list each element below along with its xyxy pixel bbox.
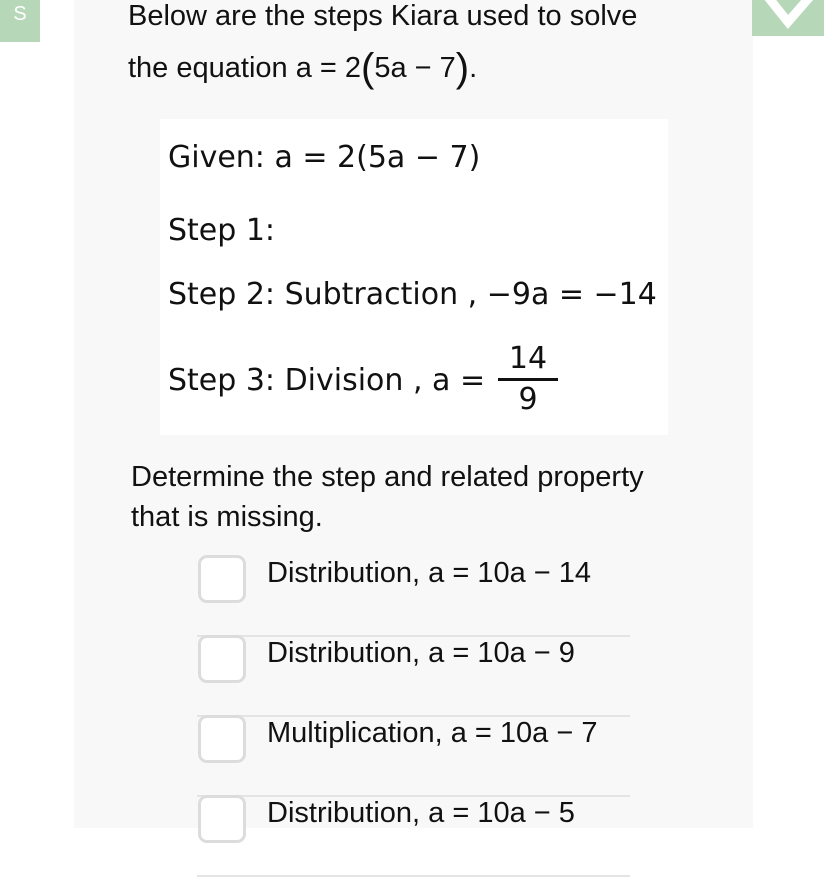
option-label: Multiplication, a = 10a − 7: [267, 717, 598, 749]
intro-line-1: Below are the steps Kiara used to solve: [128, 0, 638, 32]
step-3-fraction: [498, 342, 558, 417]
badge-letter: S: [13, 2, 27, 25]
option-checkbox[interactable]: [198, 715, 246, 763]
step-3: Step 3: Division , a =: [168, 363, 486, 398]
fraction-bar: [498, 378, 558, 381]
question-line-2: that is missing.: [131, 501, 323, 533]
option-label: Distribution, a = 10a − 9: [267, 637, 575, 669]
steps-box: [160, 119, 668, 435]
top-left-badge[interactable]: [0, 0, 40, 42]
intro-line-2: the equation a = 2(5a − 7).: [128, 46, 478, 90]
checkmark-icon: [752, 0, 824, 36]
intro-text: [128, 0, 728, 94]
step-2: Step 2: Subtraction , −9a = −14: [168, 277, 657, 312]
fraction-denominator: 9: [518, 382, 538, 417]
answer-option[interactable]: [197, 635, 630, 717]
step-1: Step 1:: [168, 213, 276, 248]
option-checkbox[interactable]: [198, 795, 246, 843]
option-checkbox[interactable]: [198, 555, 246, 603]
fraction-numerator: 14: [508, 341, 548, 376]
option-checkbox[interactable]: [198, 635, 246, 683]
answer-option[interactable]: [197, 555, 630, 637]
question-line-1: Determine the step and related property: [131, 461, 644, 493]
option-label: Distribution, a = 10a − 14: [267, 557, 592, 589]
top-right-badge[interactable]: [752, 0, 824, 36]
answer-option[interactable]: [197, 795, 630, 877]
question-text: [131, 457, 731, 537]
given-equation: Given: a = 2(5a − 7): [168, 140, 481, 175]
option-label: Distribution, a = 10a − 5: [267, 797, 575, 829]
answer-option[interactable]: [197, 715, 630, 797]
